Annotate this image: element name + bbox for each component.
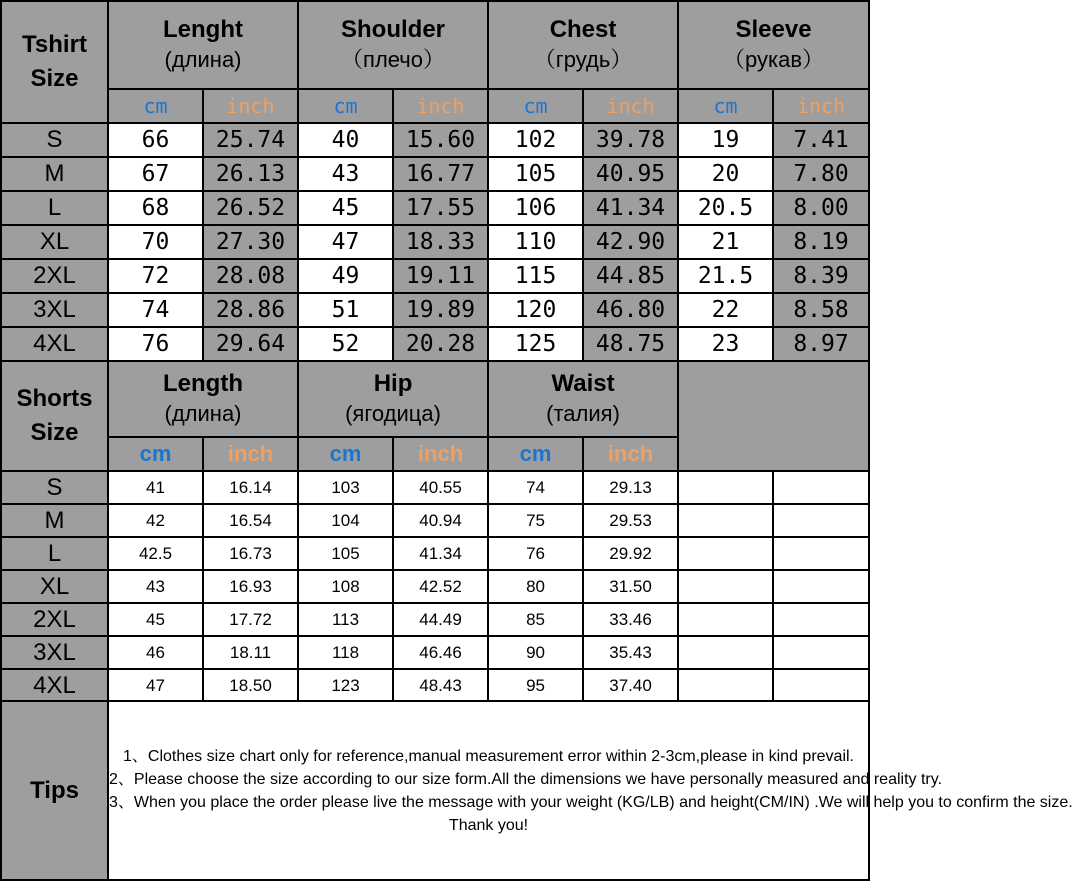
column-subtitle: （плечо） [341, 47, 445, 72]
inch-value-cell: 20.28 [393, 327, 488, 361]
inch-value-cell: 28.86 [203, 293, 298, 327]
cm-value-cell: 74 [108, 293, 203, 327]
column-subtitle: （грудь） [533, 47, 633, 72]
inch-value-cell: 40.55 [393, 471, 488, 504]
unit-inch: inch [393, 89, 488, 123]
empty-cell [678, 537, 773, 570]
inch-value-cell: 8.39 [773, 259, 869, 293]
size-name-cell: 2XL [1, 259, 108, 293]
table-row [1, 504, 869, 537]
table-row [1, 471, 869, 504]
tshirt-label-line2: Size [30, 65, 79, 92]
column-title: Chest [549, 16, 617, 43]
unit-inch: inch [773, 89, 869, 123]
tips-label: Tips [1, 701, 108, 880]
inch-value-cell: 16.54 [203, 504, 298, 537]
table-row [1, 293, 869, 327]
cm-value-cell: 19 [678, 123, 773, 157]
unit-cm: cm [108, 89, 203, 123]
inch-value-cell: 48.75 [583, 327, 678, 361]
inch-value-cell: 37.40 [583, 669, 678, 702]
cm-value-cell: 118 [298, 636, 393, 669]
cm-value-cell: 20.5 [678, 191, 773, 225]
empty-cell [773, 570, 869, 603]
table-row [1, 123, 869, 157]
table-row [1, 636, 869, 669]
size-name-cell: S [1, 123, 108, 157]
inch-value-cell: 46.46 [393, 636, 488, 669]
column-title: Hip [373, 370, 413, 397]
unit-inch: inch [393, 437, 488, 471]
inch-value-cell: 25.74 [203, 123, 298, 157]
inch-value-cell: 44.49 [393, 603, 488, 636]
tshirt-size-label [1, 1, 108, 123]
empty-cell [773, 537, 869, 570]
unit-inch: inch [583, 89, 678, 123]
unit-cm: cm [488, 437, 583, 471]
empty-cell [678, 669, 773, 702]
size-name-cell: 3XL [1, 293, 108, 327]
cm-value-cell: 110 [488, 225, 583, 259]
cm-value-cell: 123 [298, 669, 393, 702]
inch-value-cell: 40.95 [583, 157, 678, 191]
cm-value-cell: 115 [488, 259, 583, 293]
cm-value-cell: 21.5 [678, 259, 773, 293]
shorts-col-hip [298, 361, 488, 437]
inch-value-cell: 44.85 [583, 259, 678, 293]
inch-value-cell: 28.08 [203, 259, 298, 293]
inch-value-cell: 41.34 [583, 191, 678, 225]
inch-value-cell: 29.64 [203, 327, 298, 361]
empty-cell [678, 570, 773, 603]
cm-value-cell: 103 [298, 471, 393, 504]
unit-cm: cm [488, 89, 583, 123]
tip-line: Thank you! [448, 816, 529, 834]
inch-value-cell: 26.13 [203, 157, 298, 191]
empty-cell [678, 471, 773, 504]
table-row [1, 603, 869, 636]
cm-value-cell: 43 [298, 157, 393, 191]
inch-value-cell: 16.73 [203, 537, 298, 570]
cm-value-cell: 45 [108, 603, 203, 636]
cm-value-cell: 90 [488, 636, 583, 669]
cm-value-cell: 45 [298, 191, 393, 225]
size-name-cell: M [1, 504, 108, 537]
inch-value-cell: 46.80 [583, 293, 678, 327]
cm-value-cell: 72 [108, 259, 203, 293]
tshirt-rows [1, 123, 869, 361]
inch-value-cell: 27.30 [203, 225, 298, 259]
column-title: Waist [551, 370, 615, 397]
tshirt-col-chest [488, 1, 678, 89]
inch-value-cell: 8.19 [773, 225, 869, 259]
empty-cell [773, 603, 869, 636]
cm-value-cell: 47 [298, 225, 393, 259]
cm-value-cell: 21 [678, 225, 773, 259]
table-row [1, 669, 869, 702]
tshirt-label-line1: Tshirt [22, 31, 87, 58]
inch-value-cell: 40.94 [393, 504, 488, 537]
inch-value-cell: 17.55 [393, 191, 488, 225]
table-row [1, 191, 869, 225]
empty-cell [773, 636, 869, 669]
table-row [1, 225, 869, 259]
cm-value-cell: 20 [678, 157, 773, 191]
inch-value-cell: 8.58 [773, 293, 869, 327]
column-subtitle: （рукав） [723, 47, 825, 72]
size-name-cell: XL [1, 225, 108, 259]
empty-cell [773, 669, 869, 702]
unit-cm: cm [298, 437, 393, 471]
cm-value-cell: 105 [298, 537, 393, 570]
cm-value-cell: 40 [298, 123, 393, 157]
cm-value-cell: 105 [488, 157, 583, 191]
column-subtitle: (талия) [546, 401, 620, 426]
column-title: Lenght [163, 16, 243, 43]
tshirt-size-table [0, 0, 870, 362]
table-row [1, 327, 869, 361]
inch-value-cell: 26.52 [203, 191, 298, 225]
inch-value-cell: 8.97 [773, 327, 869, 361]
tip-line: 2、Please choose the size according to our size form.All the dimensions we have personally measured and reality try. [109, 770, 943, 788]
size-name-cell: 3XL [1, 636, 108, 669]
tip-line: 3、When you place the order please live the message with your weight (KG/LB) and height(CM/IN) .We will help you to confirm the size. [109, 793, 1073, 811]
cm-value-cell: 52 [298, 327, 393, 361]
cm-value-cell: 46 [108, 636, 203, 669]
inch-value-cell: 15.60 [393, 123, 488, 157]
size-name-cell: 2XL [1, 603, 108, 636]
shorts-label-line1: Shorts [16, 385, 93, 412]
column-subtitle: (ягодица) [345, 401, 441, 426]
column-subtitle: (длина) [164, 47, 242, 72]
inch-value-cell: 35.43 [583, 636, 678, 669]
inch-value-cell: 7.80 [773, 157, 869, 191]
tips-table [0, 700, 1073, 881]
size-name-cell: 4XL [1, 669, 108, 702]
inch-value-cell: 7.41 [773, 123, 869, 157]
cm-value-cell: 120 [488, 293, 583, 327]
inch-value-cell: 41.34 [393, 537, 488, 570]
inch-value-cell: 19.11 [393, 259, 488, 293]
shorts-empty-header [678, 361, 869, 471]
tshirt-col-sleeve [678, 1, 869, 89]
cm-value-cell: 125 [488, 327, 583, 361]
unit-cm: cm [678, 89, 773, 123]
inch-value-cell: 17.72 [203, 603, 298, 636]
cm-value-cell: 108 [298, 570, 393, 603]
shorts-col-length [108, 361, 298, 437]
cm-value-cell: 22 [678, 293, 773, 327]
unit-cm: cm [108, 437, 203, 471]
cm-value-cell: 106 [488, 191, 583, 225]
table-row [1, 570, 869, 603]
column-subtitle: (длина) [164, 401, 242, 426]
size-name-cell: L [1, 191, 108, 225]
tshirt-col-length [108, 1, 298, 89]
inch-value-cell: 16.93 [203, 570, 298, 603]
cm-value-cell: 113 [298, 603, 393, 636]
cm-value-cell: 76 [488, 537, 583, 570]
cm-value-cell: 51 [298, 293, 393, 327]
shorts-label-line2: Size [30, 419, 79, 446]
shorts-rows [1, 471, 869, 702]
inch-value-cell: 48.43 [393, 669, 488, 702]
cm-value-cell: 70 [108, 225, 203, 259]
unit-inch: inch [203, 437, 298, 471]
empty-cell [773, 471, 869, 504]
cm-value-cell: 95 [488, 669, 583, 702]
size-name-cell: 4XL [1, 327, 108, 361]
tips-text [108, 701, 1073, 880]
cm-value-cell: 102 [488, 123, 583, 157]
cm-value-cell: 80 [488, 570, 583, 603]
inch-value-cell: 31.50 [583, 570, 678, 603]
inch-value-cell: 42.90 [583, 225, 678, 259]
cm-value-cell: 85 [488, 603, 583, 636]
cm-value-cell: 75 [488, 504, 583, 537]
cm-value-cell: 76 [108, 327, 203, 361]
unit-inch: inch [583, 437, 678, 471]
size-name-cell: XL [1, 570, 108, 603]
tip-line: 1、Clothes size chart only for reference,manual measurement error within 2-3cm,please in kind prevail. [123, 747, 854, 765]
column-title: Shoulder [341, 16, 446, 43]
inch-value-cell: 18.33 [393, 225, 488, 259]
column-title: Sleeve [735, 16, 812, 43]
inch-value-cell: 19.89 [393, 293, 488, 327]
inch-value-cell: 29.53 [583, 504, 678, 537]
shorts-size-label [1, 361, 108, 471]
tshirt-col-shoulder [298, 1, 488, 89]
cm-value-cell: 66 [108, 123, 203, 157]
size-name-cell: S [1, 471, 108, 504]
inch-value-cell: 16.14 [203, 471, 298, 504]
shorts-col-waist [488, 361, 678, 437]
empty-cell [678, 603, 773, 636]
empty-cell [678, 636, 773, 669]
inch-value-cell: 18.50 [203, 669, 298, 702]
cm-value-cell: 68 [108, 191, 203, 225]
size-name-cell: M [1, 157, 108, 191]
cm-value-cell: 104 [298, 504, 393, 537]
inch-value-cell: 42.52 [393, 570, 488, 603]
table-row [1, 259, 869, 293]
cm-value-cell: 42 [108, 504, 203, 537]
empty-cell [773, 504, 869, 537]
cm-value-cell: 42.5 [108, 537, 203, 570]
cm-value-cell: 67 [108, 157, 203, 191]
inch-value-cell: 18.11 [203, 636, 298, 669]
unit-cm: cm [298, 89, 393, 123]
cm-value-cell: 74 [488, 471, 583, 504]
inch-value-cell: 16.77 [393, 157, 488, 191]
cm-value-cell: 41 [108, 471, 203, 504]
inch-value-cell: 8.00 [773, 191, 869, 225]
unit-inch: inch [203, 89, 298, 123]
inch-value-cell: 29.92 [583, 537, 678, 570]
cm-value-cell: 43 [108, 570, 203, 603]
empty-cell [678, 504, 773, 537]
size-name-cell: L [1, 537, 108, 570]
cm-value-cell: 49 [298, 259, 393, 293]
inch-value-cell: 29.13 [583, 471, 678, 504]
cm-value-cell: 23 [678, 327, 773, 361]
column-title: Length [163, 370, 243, 397]
table-row [1, 537, 869, 570]
shorts-size-table [0, 360, 870, 703]
inch-value-cell: 39.78 [583, 123, 678, 157]
cm-value-cell: 47 [108, 669, 203, 702]
table-row [1, 157, 869, 191]
inch-value-cell: 33.46 [583, 603, 678, 636]
